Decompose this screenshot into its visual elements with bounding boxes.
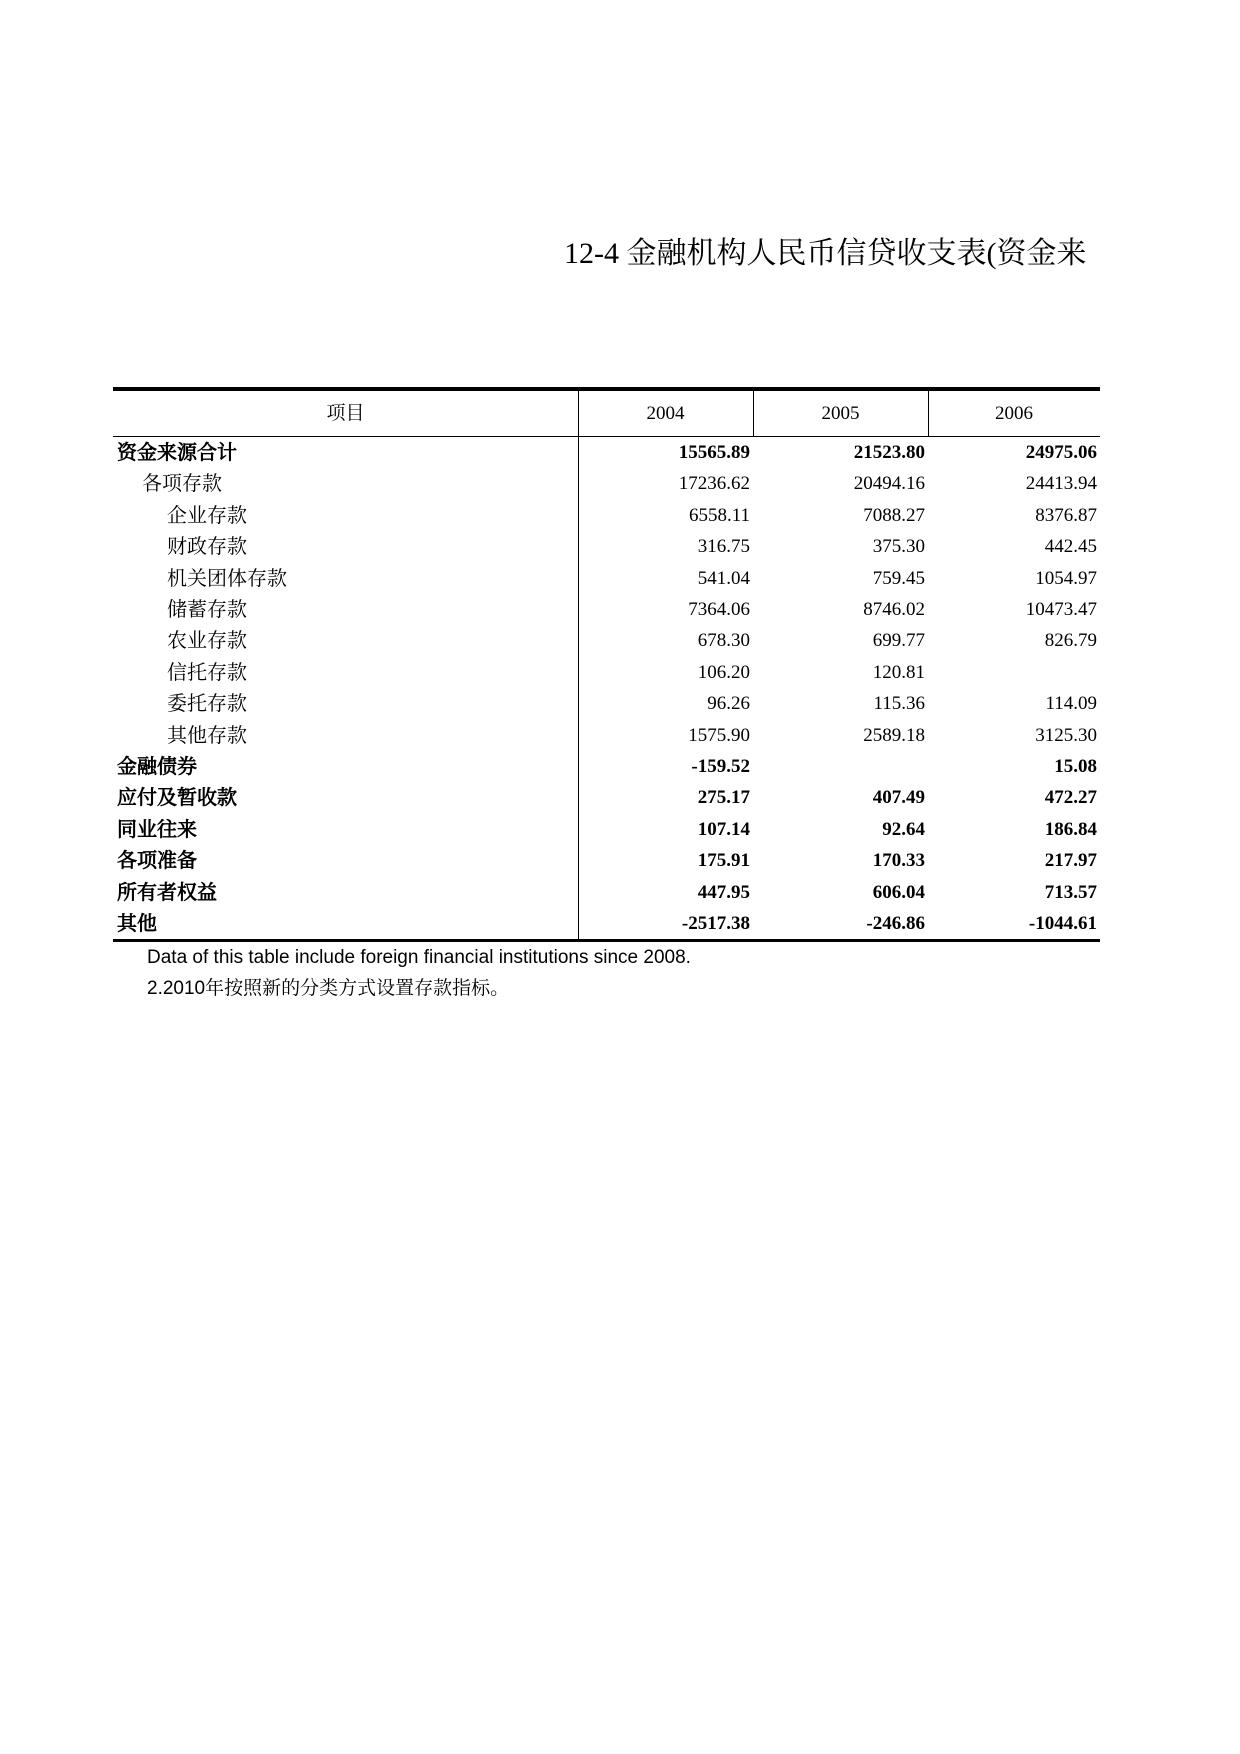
cell-2006: 8376.87 [1035, 504, 1097, 526]
column-divider [928, 391, 929, 436]
row-label: 委托存款 [167, 691, 247, 716]
cell-2004: 1575.90 [688, 724, 750, 746]
cell-2005: 699.77 [872, 630, 925, 652]
row-label: 财政存款 [167, 534, 247, 559]
table-row [113, 531, 1100, 562]
table-row [113, 468, 1100, 499]
cell-2006: 1054.97 [1035, 567, 1097, 589]
cell-2004: 7364.06 [688, 599, 750, 620]
row-label: 金融债券 [117, 754, 197, 778]
cell-2004: 17236.62 [678, 473, 750, 495]
cell-2006: 713.57 [1044, 881, 1097, 903]
row-label: 同业往来 [117, 816, 197, 841]
row-label: 所有者权益 [117, 879, 217, 904]
table-row [113, 720, 1100, 751]
cell-2005: 120.81 [872, 661, 925, 683]
table-row [113, 877, 1100, 908]
cell-2006: 15.08 [1054, 756, 1097, 777]
cell-2005: 606.04 [872, 881, 925, 903]
cell-2006: 442.45 [1044, 536, 1097, 558]
header-item: 项目 [326, 402, 365, 424]
cell-2004: 106.20 [697, 661, 750, 683]
cell-2005: -246.86 [866, 913, 925, 934]
table-row [113, 908, 1100, 939]
row-label: 企业存款 [167, 502, 247, 527]
cell-2006: 3125.30 [1035, 724, 1097, 746]
table-row [113, 688, 1100, 719]
cell-2006: 24975.06 [1025, 442, 1097, 463]
page-title: 12-4 金融机构人民币信贷收支表(资金来 [564, 237, 1087, 270]
cell-2006: 217.97 [1044, 850, 1097, 872]
table-row [113, 437, 1100, 468]
cell-2004: 678.30 [697, 630, 750, 652]
footnote: 2.2010年按照新的分类方式设置存款指标。 [147, 978, 510, 999]
cell-2005: 407.49 [872, 787, 925, 809]
cell-2004: -2517.38 [681, 913, 750, 934]
cell-2005: 21523.80 [853, 442, 925, 463]
cell-2005: 170.33 [872, 850, 925, 872]
table-header [113, 391, 1100, 437]
table-row [113, 625, 1100, 656]
table-row [113, 845, 1100, 876]
table-row [113, 782, 1100, 813]
row-label: 农业存款 [167, 628, 247, 653]
cell-2005: 92.64 [882, 818, 925, 840]
table-bottom-rule [113, 939, 1100, 942]
table-row [113, 563, 1100, 594]
cell-2005: 115.36 [873, 693, 925, 715]
cell-2004: 316.75 [697, 536, 750, 558]
cell-2004: 447.95 [697, 881, 750, 903]
row-label: 应付及暂收款 [117, 785, 237, 810]
table-row [113, 500, 1100, 531]
cell-2005: 8746.02 [863, 599, 925, 620]
cell-2005: 2589.18 [863, 724, 925, 746]
row-label: 各项准备 [117, 848, 197, 873]
cell-2006: 24413.94 [1025, 473, 1097, 495]
cell-2005: 7088.27 [863, 504, 925, 526]
row-label: 其他存款 [167, 722, 247, 747]
cell-2005: 759.45 [872, 567, 925, 589]
cell-2005: 375.30 [872, 536, 925, 558]
row-label: 资金来源合计 [117, 440, 237, 464]
cell-2004: 6558.11 [688, 504, 750, 526]
row-label: 储蓄存款 [167, 597, 247, 621]
table-row [113, 657, 1100, 688]
table-row [113, 814, 1100, 845]
table-row [113, 751, 1100, 782]
cell-2004: 175.91 [697, 850, 750, 872]
row-label: 其他 [117, 911, 157, 935]
header-2005: 2005 [821, 403, 860, 424]
column-divider [753, 391, 754, 436]
header-2006: 2006 [995, 403, 1033, 424]
cell-2004: -159.52 [691, 756, 750, 777]
cell-2005: 20494.16 [853, 473, 925, 495]
cell-2006: 472.27 [1044, 787, 1097, 809]
header-2004: 2004 [646, 403, 685, 424]
cell-2004: 275.17 [697, 787, 750, 809]
cell-2006: 826.79 [1044, 630, 1097, 652]
cell-2006: -1044.61 [1028, 913, 1097, 934]
cell-2004: 541.04 [697, 567, 750, 589]
row-label: 信托存款 [167, 659, 247, 684]
cell-2004: 107.14 [697, 818, 750, 840]
cell-2004: 96.26 [707, 693, 750, 715]
row-label: 机关团体存款 [167, 565, 287, 590]
cell-2006: 10473.47 [1025, 599, 1097, 620]
cell-2004: 15565.89 [678, 442, 750, 463]
footnote: Data of this table include foreign financial institutions since 2008. [147, 947, 691, 968]
cell-2006: 186.84 [1044, 818, 1097, 840]
cell-2006: 114.09 [1045, 693, 1097, 715]
table-row [113, 594, 1100, 625]
row-label: 各项存款 [142, 471, 222, 496]
